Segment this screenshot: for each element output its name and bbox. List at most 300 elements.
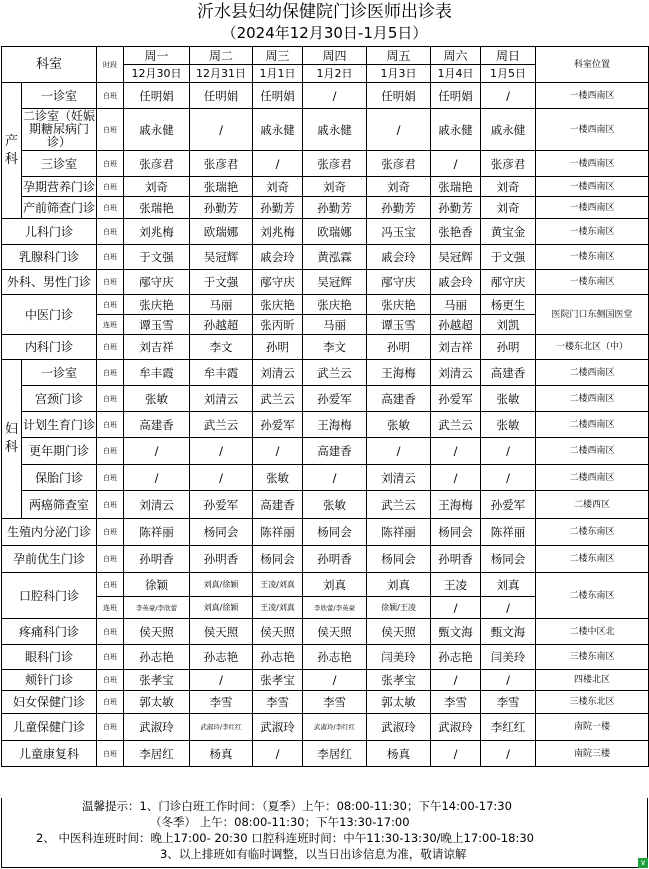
shift-label: 白班 bbox=[97, 691, 124, 714]
schedule-cell: / bbox=[431, 465, 481, 491]
schedule-cell: 张敏 bbox=[303, 491, 367, 519]
schedule-cell: 杨更生 bbox=[481, 295, 536, 315]
dept-name: 保胎门诊 bbox=[22, 465, 97, 491]
shift-label: 白班 bbox=[97, 219, 124, 245]
schedule-cell: 冯玉宝 bbox=[367, 219, 431, 245]
schedule-cell: 杨同会 bbox=[367, 546, 431, 573]
schedule-cell: 郭太敏 bbox=[367, 691, 431, 714]
schedule-cell: / bbox=[481, 741, 536, 767]
location-cell: 医院门口东侧国医堂 bbox=[536, 295, 649, 335]
schedule-cell: 戚会玲 bbox=[253, 245, 303, 270]
schedule-cell: 刘真 bbox=[481, 573, 536, 597]
schedule-cell: 孙勤芳 bbox=[253, 197, 303, 219]
table-row bbox=[2, 546, 649, 573]
table-row bbox=[2, 270, 649, 295]
schedule-cell: 甄文海 bbox=[481, 619, 536, 645]
table-row bbox=[2, 360, 649, 386]
schedule-cell: 孙志艳 bbox=[124, 645, 190, 670]
date-range: （2024年12月30日-1月5日） bbox=[221, 24, 428, 42]
schedule-cell: 马丽 bbox=[431, 295, 481, 315]
schedule-cell: 杨真 bbox=[367, 741, 431, 767]
schedule-cell: 刘奇 bbox=[124, 177, 190, 197]
schedule-cell: / bbox=[190, 438, 253, 465]
table-row bbox=[2, 151, 649, 177]
schedule-table bbox=[1, 46, 649, 767]
header-shift: 时段 bbox=[97, 47, 124, 83]
schedule-cell: 李雪 bbox=[253, 691, 303, 714]
schedule-cell: 高建香 bbox=[481, 360, 536, 386]
schedule-cell: 戚永健 bbox=[253, 109, 303, 151]
table-row bbox=[2, 109, 649, 151]
shift-label: 白班 bbox=[97, 412, 124, 438]
dept-name: 儿童康复科 bbox=[2, 741, 97, 767]
schedule-cell: 戚永健 bbox=[431, 109, 481, 151]
dept-name: 宫颈门诊 bbox=[22, 386, 97, 412]
header-location: 科室位置 bbox=[536, 47, 649, 83]
schedule-cell: 刘凯 bbox=[481, 315, 536, 335]
schedule-cell: 张瑞艳 bbox=[190, 177, 253, 197]
schedule-cell: 杨同会 bbox=[431, 519, 481, 546]
schedule-cell: 王凌/刘真 bbox=[253, 597, 303, 619]
schedule-cell: 李雪 bbox=[481, 691, 536, 714]
location-cell: 三楼东北区 bbox=[536, 691, 649, 714]
schedule-cell: 武兰云 bbox=[253, 386, 303, 412]
shift-label: 白班 bbox=[97, 491, 124, 519]
shift-label: 连班 bbox=[97, 597, 124, 619]
schedule-cell: 孙志艳 bbox=[431, 645, 481, 670]
schedule-cell: 侯天照 bbox=[253, 619, 303, 645]
schedule-cell: 刘兆梅 bbox=[124, 219, 190, 245]
schedule-cell: 邴守庆 bbox=[481, 270, 536, 295]
schedule-cell: 孙爱军 bbox=[190, 491, 253, 519]
shift-label: 白班 bbox=[97, 645, 124, 670]
schedule-cell: / bbox=[253, 438, 303, 465]
schedule-cell: 黄宝金 bbox=[481, 219, 536, 245]
schedule-cell: 孙明香 bbox=[190, 546, 253, 573]
shift-label: 白班 bbox=[97, 197, 124, 219]
header-date: 1月1日 bbox=[253, 65, 303, 83]
schedule-cell: 高建香 bbox=[303, 438, 367, 465]
dept-name: 两癌筛查室 bbox=[22, 491, 97, 519]
schedule-cell: / bbox=[303, 670, 367, 691]
schedule-cell: 邴守庆 bbox=[253, 270, 303, 295]
schedule-cell: 张彦君 bbox=[303, 151, 367, 177]
schedule-cell: 闫美玲 bbox=[367, 645, 431, 670]
schedule-cell: 张敏 bbox=[124, 386, 190, 412]
schedule-cell: 欧瑞娜 bbox=[303, 219, 367, 245]
schedule-cell: 武兰云 bbox=[190, 412, 253, 438]
shift-label: 白班 bbox=[97, 335, 124, 360]
schedule-cell: / bbox=[431, 151, 481, 177]
shift-label: 白班 bbox=[97, 670, 124, 691]
schedule-cell: 高建香 bbox=[367, 386, 431, 412]
schedule-cell: 刘真 bbox=[367, 573, 431, 597]
schedule-cell: 于文强 bbox=[190, 270, 253, 295]
schedule-cell: 任明娟 bbox=[124, 83, 190, 109]
location-cell: 南院一楼 bbox=[536, 714, 649, 741]
shift-label: 白班 bbox=[97, 465, 124, 491]
schedule-cell: / bbox=[253, 741, 303, 767]
schedule-cell: 侯天照 bbox=[303, 619, 367, 645]
group-label: 产科 bbox=[2, 83, 22, 219]
schedule-cell: 张丙昕 bbox=[253, 315, 303, 335]
schedule-cell: 刘清云 bbox=[367, 465, 431, 491]
table-row bbox=[2, 295, 649, 315]
dept-name: 口腔科门诊 bbox=[2, 573, 97, 619]
schedule-cell: 武兰云 bbox=[431, 412, 481, 438]
schedule-cell: 刘清云 bbox=[431, 360, 481, 386]
header-day: 周一 bbox=[124, 47, 190, 65]
schedule-cell: 杨同会 bbox=[481, 546, 536, 573]
schedule-cell: 孙志艳 bbox=[303, 645, 367, 670]
schedule-cell: 吴冠辉 bbox=[303, 270, 367, 295]
shift-label: 白班 bbox=[97, 546, 124, 573]
schedule-cell: 张庆艳 bbox=[303, 295, 367, 315]
dept-name: 外科、男性门诊 bbox=[2, 270, 97, 295]
dept-name: 儿科门诊 bbox=[2, 219, 97, 245]
schedule-cell: 吴冠辉 bbox=[431, 245, 481, 270]
schedule-cell: 邴守庆 bbox=[367, 270, 431, 295]
schedule-cell: 孙明香 bbox=[431, 546, 481, 573]
dept-name: 颊针门诊 bbox=[2, 670, 97, 691]
schedule-cell: 武兰云 bbox=[303, 360, 367, 386]
location-cell: 二楼东南区 bbox=[536, 546, 649, 573]
schedule-cell: 武淑玲 bbox=[367, 714, 431, 741]
schedule-cell: 刘奇 bbox=[481, 177, 536, 197]
schedule-cell: 武淑玲 bbox=[124, 714, 190, 741]
schedule-cell: / bbox=[481, 670, 536, 691]
schedule-cell: 陈祥丽 bbox=[367, 519, 431, 546]
note-line: 3、以上排班如有临时调整，以当日出诊信息为准，敬请谅解 bbox=[160, 847, 467, 861]
location-cell: 二楼西南区 bbox=[536, 412, 649, 438]
location-cell: 二楼中区北 bbox=[536, 619, 649, 645]
schedule-cell: 侯天照 bbox=[190, 619, 253, 645]
schedule-cell: 吴冠辉 bbox=[190, 245, 253, 270]
schedule-cell: 孙爱军 bbox=[431, 386, 481, 412]
header-date: 1月5日 bbox=[481, 65, 536, 83]
dept-name: 妇女保健门诊 bbox=[2, 691, 97, 714]
table-row bbox=[2, 83, 649, 109]
table-row bbox=[2, 619, 649, 645]
dept-name: 产前筛查门诊 bbox=[22, 197, 97, 219]
schedule-cell: / bbox=[253, 151, 303, 177]
schedule-cell: 张瑞艳 bbox=[124, 197, 190, 219]
schedule-cell: 马丽 bbox=[190, 295, 253, 315]
schedule-cell: 孙明 bbox=[367, 335, 431, 360]
shift-label: 白班 bbox=[97, 573, 124, 597]
location-cell: 二楼西南区 bbox=[536, 438, 649, 465]
header-date: 12月30日 bbox=[124, 65, 190, 83]
note-line: 2、 中医科连班时间：晚上17:00- 20:30 口腔科连班时间：中午11:30-13:30/晚上17:00-18:30 bbox=[36, 831, 534, 845]
table-row bbox=[2, 670, 649, 691]
dept-name: 计划生育门诊 bbox=[22, 412, 97, 438]
schedule-cell: 李文 bbox=[303, 335, 367, 360]
shift-label: 白班 bbox=[97, 109, 124, 151]
schedule-cell: / bbox=[481, 83, 536, 109]
dept-name: 儿童保健门诊 bbox=[2, 714, 97, 741]
schedule-cell: 牟丰霞 bbox=[190, 360, 253, 386]
dept-name: 一诊室 bbox=[22, 83, 97, 109]
location-cell: 南院三楼 bbox=[536, 741, 649, 767]
schedule-cell: / bbox=[481, 465, 536, 491]
header-day: 周日 bbox=[481, 47, 536, 65]
schedule-cell: 张孝宝 bbox=[124, 670, 190, 691]
schedule-cell: 刘奇 bbox=[367, 177, 431, 197]
header-dept: 科室 bbox=[2, 47, 97, 83]
schedule-cell: / bbox=[481, 438, 536, 465]
table-row bbox=[2, 573, 649, 597]
table-row bbox=[2, 412, 649, 438]
schedule-cell: 徐颖/王凌 bbox=[367, 597, 431, 619]
table-row bbox=[2, 177, 649, 197]
dept-name: 眼科门诊 bbox=[2, 645, 97, 670]
schedule-cell: / bbox=[431, 741, 481, 767]
location-cell: 一楼东南区 bbox=[536, 219, 649, 245]
schedule-cell: 武淑玲/李红红 bbox=[190, 714, 253, 741]
schedule-cell: 李欣蕾/李英豪 bbox=[303, 597, 367, 619]
schedule-cell: 李雪 bbox=[303, 691, 367, 714]
location-cell: 一楼西南区 bbox=[536, 151, 649, 177]
shift-label: 白班 bbox=[97, 177, 124, 197]
schedule-cell: 王海梅 bbox=[367, 360, 431, 386]
header-day: 周五 bbox=[367, 47, 431, 65]
schedule-cell: 张孝宝 bbox=[253, 670, 303, 691]
location-cell: 四楼北区 bbox=[536, 670, 649, 691]
dept-name: 二诊室（妊娠期糖尿病门诊） bbox=[23, 109, 96, 149]
shift-label: 白班 bbox=[97, 151, 124, 177]
schedule-cell: 孙越超 bbox=[190, 315, 253, 335]
schedule-cell: 李雪 bbox=[431, 691, 481, 714]
schedule-cell: 刘清云 bbox=[190, 386, 253, 412]
schedule-cell: 闫美玲 bbox=[481, 645, 536, 670]
group-label: 妇科 bbox=[2, 360, 22, 519]
schedule-cell: 张庆艳 bbox=[367, 295, 431, 315]
shift-label: 连班 bbox=[97, 315, 124, 335]
schedule-cell: 王海梅 bbox=[303, 412, 367, 438]
note-line: （冬季） 上午：08:00-11:30；下午13:30-17:00 bbox=[150, 815, 410, 829]
schedule-cell: 陈祥丽 bbox=[124, 519, 190, 546]
shift-label: 白班 bbox=[97, 741, 124, 767]
schedule-cell: 杨同会 bbox=[190, 519, 253, 546]
schedule-cell: 张敏 bbox=[481, 412, 536, 438]
schedule-cell: / bbox=[124, 438, 190, 465]
schedule-cell: 李居红 bbox=[303, 741, 367, 767]
schedule-cell: 邴守庆 bbox=[124, 270, 190, 295]
schedule-cell: 张孝宝 bbox=[367, 670, 431, 691]
schedule-cell: 戚永健 bbox=[124, 109, 190, 151]
schedule-cell: 张艳香 bbox=[431, 219, 481, 245]
schedule-cell: 李红红 bbox=[481, 714, 536, 741]
schedule-cell: 李英豪/李欣蕾 bbox=[124, 597, 190, 619]
schedule-cell: 孙明 bbox=[253, 335, 303, 360]
schedule-cell: 谭玉雪 bbox=[367, 315, 431, 335]
table-row bbox=[2, 741, 649, 767]
schedule-cell: 王凌 bbox=[431, 573, 481, 597]
schedule-cell: 张庆艳 bbox=[124, 295, 190, 315]
schedule-cell: 李居红 bbox=[124, 741, 190, 767]
schedule-cell: 武淑玲 bbox=[431, 714, 481, 741]
header-date: 1月4日 bbox=[431, 65, 481, 83]
note-line: 温馨提示：1、门诊白班工作时间：（夏季）上午：08:00-11:30；下午14:00-17:30 bbox=[82, 799, 512, 813]
page-title: 沂水县妇幼保健院门诊医师出诊表 bbox=[197, 2, 452, 22]
location-cell: 二楼西区 bbox=[536, 491, 649, 519]
location-cell: 三楼东南区 bbox=[536, 645, 649, 670]
schedule-cell: 张敏 bbox=[367, 412, 431, 438]
table-row bbox=[2, 645, 649, 670]
schedule-cell: 高建香 bbox=[253, 491, 303, 519]
schedule-cell: 欧瑞娜 bbox=[190, 219, 253, 245]
shift-label: 白班 bbox=[97, 295, 124, 315]
schedule-cell: / bbox=[431, 597, 481, 619]
schedule-cell: 武兰云 bbox=[367, 491, 431, 519]
schedule-cell: 徐颖 bbox=[124, 573, 190, 597]
schedule-cell: / bbox=[190, 465, 253, 491]
schedule-cell: 侯天照 bbox=[367, 619, 431, 645]
header-day: 周四 bbox=[303, 47, 367, 65]
schedule-cell: 王海梅 bbox=[431, 491, 481, 519]
table-row bbox=[2, 386, 649, 412]
schedule-cell: / bbox=[303, 465, 367, 491]
schedule-cell: 陈祥丽 bbox=[253, 519, 303, 546]
table-row bbox=[2, 519, 649, 546]
dept-name: 三诊室 bbox=[22, 151, 97, 177]
schedule-cell: 戚永健 bbox=[303, 109, 367, 151]
scroll-down-icon[interactable]: ∨ bbox=[638, 858, 648, 868]
schedule-cell: 李文 bbox=[190, 335, 253, 360]
schedule-cell: 杨同会 bbox=[253, 546, 303, 573]
schedule-cell: / bbox=[124, 465, 190, 491]
header-day: 周六 bbox=[431, 47, 481, 65]
schedule-cell: 刘真/徐颖 bbox=[190, 597, 253, 619]
shift-label: 白班 bbox=[97, 438, 124, 465]
schedule-sheet bbox=[1, 2, 648, 861]
shift-label: 白班 bbox=[97, 245, 124, 270]
schedule-cell: 孙志艳 bbox=[190, 645, 253, 670]
schedule-cell: 张敏 bbox=[253, 465, 303, 491]
schedule-cell: 武淑玲/李红红 bbox=[303, 714, 367, 741]
shift-label: 白班 bbox=[97, 83, 124, 109]
schedule-cell: 戚永健 bbox=[481, 109, 536, 151]
table-row bbox=[2, 691, 649, 714]
shift-label: 白班 bbox=[97, 386, 124, 412]
schedule-cell: 侯天照 bbox=[124, 619, 190, 645]
dept-name: 内科门诊 bbox=[2, 335, 97, 360]
schedule-cell: / bbox=[431, 438, 481, 465]
table-row bbox=[2, 465, 649, 491]
schedule-cell: 任明娟 bbox=[253, 83, 303, 109]
schedule-cell: 刘吉祥 bbox=[124, 335, 190, 360]
schedule-cell: 甄文海 bbox=[431, 619, 481, 645]
schedule-cell: 刘奇 bbox=[253, 177, 303, 197]
dept-name: 一诊室 bbox=[22, 360, 97, 386]
table-row bbox=[2, 438, 649, 465]
schedule-cell: 张彦君 bbox=[124, 151, 190, 177]
schedule-cell: 张敏 bbox=[481, 386, 536, 412]
schedule-cell: 牟丰霞 bbox=[124, 360, 190, 386]
dept-name: 孕期营养门诊 bbox=[22, 177, 97, 197]
table-row bbox=[2, 197, 649, 219]
schedule-cell: 任明娟 bbox=[367, 83, 431, 109]
schedule-cell: 谭玉雪 bbox=[124, 315, 190, 335]
schedule-cell: 刘吉祥 bbox=[431, 335, 481, 360]
schedule-cell: / bbox=[190, 670, 253, 691]
schedule-cell: 孙勤芳 bbox=[303, 197, 367, 219]
notes bbox=[1, 798, 648, 868]
schedule-cell: 任明娟 bbox=[190, 83, 253, 109]
schedule-cell: 张庆艳 bbox=[253, 295, 303, 315]
schedule-cell: 孙勤芳 bbox=[190, 197, 253, 219]
schedule-cell: 刘真 bbox=[303, 573, 367, 597]
schedule-cell: 刘奇 bbox=[303, 177, 367, 197]
shift-label: 白班 bbox=[97, 270, 124, 295]
location-cell: 二楼西南区 bbox=[536, 465, 649, 491]
header-day: 周三 bbox=[253, 47, 303, 65]
schedule-cell: 张瑞艳 bbox=[431, 177, 481, 197]
schedule-cell: 孙明香 bbox=[303, 546, 367, 573]
schedule-cell: 武淑玲 bbox=[253, 714, 303, 741]
schedule-cell: 马丽 bbox=[303, 315, 367, 335]
schedule-cell: 张彦君 bbox=[481, 151, 536, 177]
schedule-cell: 任明娟 bbox=[431, 83, 481, 109]
schedule-cell: 李雪 bbox=[190, 691, 253, 714]
table-row bbox=[2, 219, 649, 245]
shift-label: 白班 bbox=[97, 519, 124, 546]
schedule-cell: 于文强 bbox=[481, 245, 536, 270]
location-cell: 一楼西南区 bbox=[536, 83, 649, 109]
header-date: 1月3日 bbox=[367, 65, 431, 83]
schedule-cell: 孙越超 bbox=[431, 315, 481, 335]
schedule-cell: 孙明香 bbox=[124, 546, 190, 573]
schedule-cell: 孙明 bbox=[481, 335, 536, 360]
location-cell: 一楼西南区 bbox=[536, 177, 649, 197]
location-cell: 一楼西南区 bbox=[536, 197, 649, 219]
table-row bbox=[2, 491, 649, 519]
schedule-cell: 刘真/徐颖 bbox=[190, 573, 253, 597]
table-row bbox=[2, 245, 649, 270]
location-cell: 一楼西南区 bbox=[536, 109, 649, 151]
schedule-cell: 陈祥丽 bbox=[481, 519, 536, 546]
schedule-cell: 孙勤芳 bbox=[431, 197, 481, 219]
dept-name: 更年期门诊 bbox=[22, 438, 97, 465]
dept-name: 生殖内分泌门诊 bbox=[2, 519, 97, 546]
location-cell: 二楼东南区 bbox=[536, 573, 649, 619]
schedule-cell: 孙爱军 bbox=[253, 412, 303, 438]
location-cell: 二楼西南区 bbox=[536, 386, 649, 412]
schedule-cell: 王凌/刘真 bbox=[253, 573, 303, 597]
header-date: 12月31日 bbox=[190, 65, 253, 83]
dept-name: 乳腺科门诊 bbox=[2, 245, 97, 270]
schedule-cell: 于文强 bbox=[124, 245, 190, 270]
schedule-cell: 刘兆梅 bbox=[253, 219, 303, 245]
shift-label: 白班 bbox=[97, 360, 124, 386]
schedule-cell: 杨真 bbox=[190, 741, 253, 767]
schedule-cell: / bbox=[431, 670, 481, 691]
header-date: 1月2日 bbox=[303, 65, 367, 83]
dept-name: 疼痛科门诊 bbox=[2, 619, 97, 645]
schedule-cell: 刘清云 bbox=[253, 360, 303, 386]
schedule-cell: 戚会玲 bbox=[431, 270, 481, 295]
schedule-cell: 孙爱军 bbox=[303, 386, 367, 412]
schedule-cell: 黄泓霖 bbox=[303, 245, 367, 270]
location-cell: 一楼东南区 bbox=[536, 270, 649, 295]
schedule-cell: 孙勤芳 bbox=[367, 197, 431, 219]
dept-name: 中医门诊 bbox=[2, 295, 97, 335]
schedule-cell: 张彦君 bbox=[190, 151, 253, 177]
location-cell: 一楼东南区 bbox=[536, 245, 649, 270]
schedule-cell: / bbox=[367, 109, 431, 151]
location-cell: 一楼东北区（中） bbox=[536, 335, 649, 360]
schedule-cell: 杨同会 bbox=[303, 519, 367, 546]
